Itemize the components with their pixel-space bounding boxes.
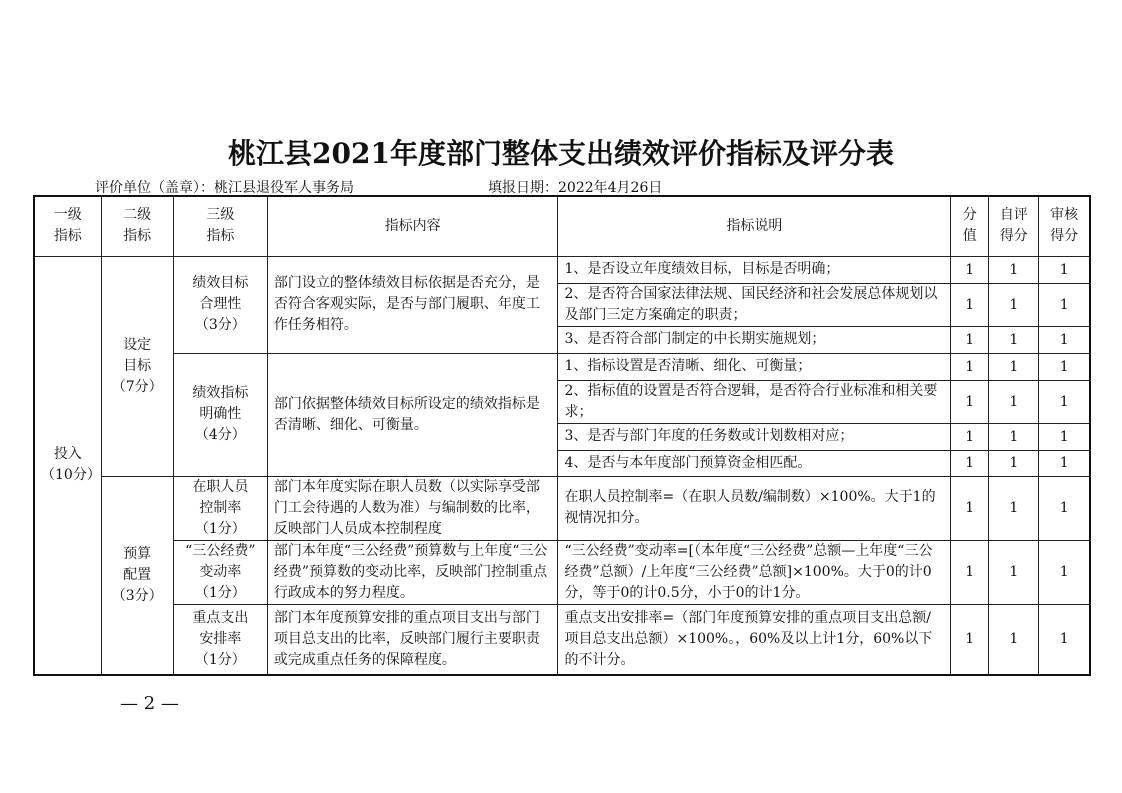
level1-cell: 投入 （10分） (34, 256, 101, 675)
self-score-cell: 1 (989, 326, 1039, 353)
description-cell: 4、是否与本年度部门预算资金相匹配。 (558, 450, 951, 476)
self-score-cell: 1 (989, 283, 1039, 326)
description-cell: 在职人员控制率=（在职人员数/编制数）×100%。大于1的视情况扣分。 (558, 476, 951, 540)
score-cell: 1 (951, 353, 989, 380)
self-score-cell: 1 (989, 256, 1039, 283)
header-row (34, 196, 1090, 256)
level3-cell: “三公经费” 变动率 （1分） (173, 540, 267, 604)
header-content: 指标内容 (267, 196, 558, 256)
content-cell: 部门本年度预算安排的重点项目支出与部门项目总支出的比率，反映部门履行主要职责或完成重点任务的保障程度。 (267, 604, 558, 675)
audit-score-cell: 1 (1039, 476, 1090, 540)
level3-cell: 在职人员 控制率 （1分） (173, 476, 267, 540)
self-score-cell: 1 (989, 423, 1039, 450)
self-score-cell: 1 (989, 604, 1039, 675)
evaluation-unit: 评价单位（盖章）：桃江县退役军人事务局 (95, 180, 354, 196)
content-cell: 部门本年度“三公经费”预算数与上年度“三公经费”预算数的变动比率，反映部门控制重点行政成本的努力程度。 (267, 540, 558, 604)
description-cell: 1、是否设立年度绩效目标，目标是否明确； (558, 256, 951, 283)
level2-cell-target: 设定 目标 （7分） (101, 256, 173, 476)
description-cell: 3、是否与部门年度的任务数或计划数相对应； (558, 423, 951, 450)
score-cell: 1 (951, 540, 989, 604)
self-score-cell: 1 (989, 540, 1039, 604)
table-row (34, 476, 1090, 540)
level2-cell-budget: 预算 配置 （3分） (101, 476, 173, 675)
header-description: 指标说明 (558, 196, 951, 256)
self-score-cell: 1 (989, 380, 1039, 423)
description-cell: “三公经费”变动率=[（本年度“三公经费”总额—上年度“三公经费”总额）/上年度“三公经费”总额]×100%。大于0的计0分，等于0的计0.5分，小于0的计1分。 (558, 540, 951, 604)
self-score-cell: 1 (989, 476, 1039, 540)
header-audit-score: 审核 得分 (1039, 196, 1090, 256)
description-cell: 2、指标值的设置是否符合逻辑，是否符合行业标准和相关要求； (558, 380, 951, 423)
self-score-cell: 1 (989, 353, 1039, 380)
table-row (34, 604, 1090, 675)
table-row (34, 353, 1090, 380)
level3-cell: 绩效指标 明确性 （4分） (173, 353, 267, 476)
header-self-score: 自评 得分 (989, 196, 1039, 256)
score-cell: 1 (951, 283, 989, 326)
audit-score-cell: 1 (1039, 423, 1090, 450)
score-cell: 1 (951, 326, 989, 353)
level3-cell: 重点支出 安排率 （1分） (173, 604, 267, 675)
table-row (34, 540, 1090, 604)
score-cell: 1 (951, 256, 989, 283)
fill-date: 填报日期：2022年4月26日 (488, 180, 663, 196)
audit-score-cell: 1 (1039, 450, 1090, 476)
score-cell: 1 (951, 380, 989, 423)
header-level2: 二级 指标 (101, 196, 173, 256)
header-score: 分 值 (951, 196, 989, 256)
audit-score-cell: 1 (1039, 604, 1090, 675)
description-cell: 1、指标设置是否清晰、细化、可衡量； (558, 353, 951, 380)
audit-score-cell: 1 (1039, 380, 1090, 423)
audit-score-cell: 1 (1039, 353, 1090, 380)
self-score-cell: 1 (989, 450, 1039, 476)
content-cell: 部门设立的整体绩效目标依据是否充分，是否符合客观实际，是否与部门履职、年度工作任务相符。 (267, 256, 558, 353)
header-level3: 三级 指标 (173, 196, 267, 256)
score-cell: 1 (951, 450, 989, 476)
score-cell: 1 (951, 423, 989, 450)
description-cell: 3、是否符合部门制定的中长期实施规划； (558, 326, 951, 353)
audit-score-cell: 1 (1039, 256, 1090, 283)
score-cell: 1 (951, 604, 989, 675)
audit-score-cell: 1 (1039, 283, 1090, 326)
description-cell: 2、是否符合国家法律法规、国民经济和社会发展总体规划以及部门三定方案确定的职责； (558, 283, 951, 326)
header-level1: 一级 指标 (34, 196, 101, 256)
description-cell: 重点支出安排率=（部门年度预算安排的重点项目支出总额/项目总支出总额）×100%。，60%及以上计1分，60%以下的不计分。 (558, 604, 951, 675)
content-cell: 部门本年度实际在职人员数（以实际享受部门工会待遇的人数为准）与编制数的比率，反映部门人员成本控制程度 (267, 476, 558, 540)
table-row (34, 256, 1090, 283)
audit-score-cell: 1 (1039, 540, 1090, 604)
page-number: — 2 — (120, 693, 179, 714)
evaluation-table (33, 195, 1091, 676)
level3-cell: 绩效目标 合理性 （3分） (173, 256, 267, 353)
audit-score-cell: 1 (1039, 326, 1090, 353)
score-cell: 1 (951, 476, 989, 540)
content-cell: 部门依据整体绩效目标所设定的绩效指标是否清晰、细化、可衡量。 (267, 353, 558, 476)
document-title: 桃江县2021年度部门整体支出绩效评价指标及评分表 (228, 137, 894, 170)
